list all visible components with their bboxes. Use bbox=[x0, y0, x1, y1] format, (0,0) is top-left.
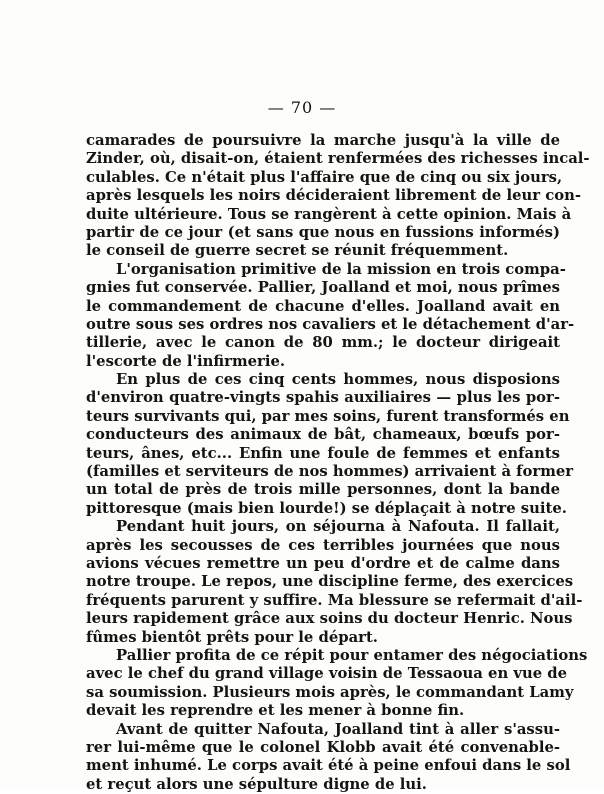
text-line: En plus de ces cinq cents hommes, nous disposions bbox=[116, 371, 560, 389]
text-line: ment inhumé. Le corps avait été à peine enfoui dans le sol bbox=[86, 757, 571, 775]
text-line: Pendant huit jours, on séjourna à Nafouta. Il fallait, bbox=[116, 518, 560, 536]
text-line: fûmes bientôt prêts pour le départ. bbox=[86, 628, 378, 646]
text-line: gnies fut conservée. Pallier, Joalland et moi, nous prîmes bbox=[86, 279, 560, 297]
text-line: camarades de poursuivre la marche jusqu'à la ville de bbox=[86, 132, 560, 149]
text-line: le commandement de chacune d'elles. Joalland avait en bbox=[86, 297, 560, 315]
text-line: teurs survivants qui, par mes soins, furent transformés en bbox=[86, 407, 570, 425]
page-number: — 70 — bbox=[267, 98, 337, 117]
text-line: pittoresque (mais bien lourde!) se déplaçait à notre suite. bbox=[86, 499, 567, 517]
text-line: Pallier profita de ce répit pour entamer des négociations bbox=[116, 646, 588, 664]
text-line: tillerie, avec le canon de 80 mm.; le docteur dirigeait bbox=[86, 334, 560, 352]
text-line: (familles et serviteurs de nos hommes) arrivaient à former bbox=[86, 463, 574, 481]
text-line: teurs, ânes, etc... Enfin une foule de femmes et enfants bbox=[86, 444, 560, 462]
text-line: le conseil de guerre secret se réunit fréquemment. bbox=[86, 242, 509, 260]
text-line: et reçut alors une sépulture digne de lui. bbox=[86, 775, 427, 793]
text-line: outre sous ses ordres nos cavaliers et le détachement d'ar- bbox=[86, 315, 575, 333]
text-line: culables. Ce n'était plus l'affaire que de cinq ou six jours, bbox=[86, 168, 563, 186]
text-line: L'organisation primitive de la mission en trois compa- bbox=[116, 260, 566, 278]
text-line: Zinder, où, disait-on, étaient renfermées des richesses incal- bbox=[86, 150, 590, 168]
text-line: après lesquels les noirs décideraient librement de leur con- bbox=[86, 187, 582, 205]
text-line: devait les reprendre et les mener à bonne fin. bbox=[86, 702, 465, 720]
text-line: partir de ce jour (et sans que nous en fussions informés) bbox=[86, 223, 560, 241]
text-line: avec le chef du grand village voisin de Tessaoua en vue de bbox=[86, 665, 568, 683]
text-line: conducteurs des animaux de bât, chameaux, bœufs por- bbox=[86, 426, 560, 444]
text-line: fréquents parurent y suffire. Ma blessure se refermait d'ail- bbox=[86, 591, 583, 609]
text-line: leurs rapidement grâce aux soins du docteur Henric. Nous bbox=[86, 610, 573, 628]
text-line: d'environ quatre-vingts spahis auxiliaires — plus les por- bbox=[86, 389, 560, 407]
text-line: sa soumission. Plusieurs mois après, le commandant Lamy bbox=[86, 683, 574, 701]
text-line: duite ultérieure. Tous se rangèrent à cette opinion. Mais à bbox=[86, 205, 572, 223]
text-line: rer lui-même que le colonel Klobb avait été convenable- bbox=[86, 738, 560, 756]
text-line: avions vécues remettre un peu d'ordre et de calme dans bbox=[86, 554, 560, 572]
text-line: l'escorte de l'infirmerie. bbox=[86, 352, 286, 370]
text-line: Avant de quitter Nafouta, Joalland tint à aller s'assu- bbox=[116, 720, 560, 738]
text-line: un total de près de trois mille personnes, dont la bande bbox=[86, 481, 560, 499]
text-line: notre troupe. Le repos, une discipline ferme, des exercices bbox=[86, 573, 574, 591]
body-text bbox=[86, 132, 590, 794]
text-line: après les secousses de ces terribles journées que nous bbox=[86, 536, 560, 554]
